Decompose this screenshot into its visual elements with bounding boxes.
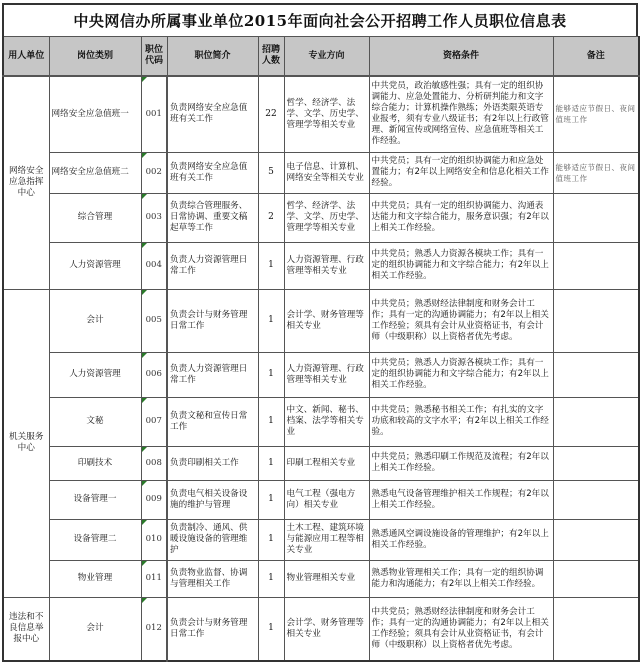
major-cell: 印刷工程相关专业: [284, 446, 369, 480]
note-cell: [553, 242, 639, 289]
table-row: [3, 152, 639, 193]
count-cell: 22: [258, 76, 284, 152]
category-cell: 人力资源管理: [49, 242, 141, 289]
note-cell: [553, 193, 639, 242]
unit-cell: 网络安全应急指挥中心: [3, 76, 49, 289]
qualification-cell: 熟悉通风空调设施设备的管理维护；有2年以上相关工作经验。: [369, 519, 553, 560]
unit-cell: 机关服务中心: [3, 289, 49, 597]
major-cell: 中文、新闻、秘书、档案、法学等相关专业: [284, 397, 369, 446]
count-cell: 5: [258, 152, 284, 193]
note-cell: [553, 289, 639, 352]
note-cell: [553, 480, 639, 519]
count-cell: 1: [258, 480, 284, 519]
code-cell: 005: [141, 289, 167, 352]
intro-cell: 负责印刷相关工作: [167, 446, 258, 480]
category-cell: 设备管理一: [49, 480, 141, 519]
count-cell: 2: [258, 193, 284, 242]
intro-cell: 负责网络安全应急值班有关工作: [167, 76, 258, 152]
intro-cell: 负责会计与财务管理日常工作: [167, 289, 258, 352]
note-cell: [553, 397, 639, 446]
note-cell: [553, 597, 639, 661]
category-cell: 网络安全应急值班二: [49, 152, 141, 193]
note-cell: 能够适应节假日、夜间值班工作: [553, 152, 639, 193]
category-cell: 综合管理: [49, 193, 141, 242]
header-count: 招聘人数: [258, 37, 284, 77]
intro-cell: 负责会计与财务管理日常工作: [167, 597, 258, 661]
note-cell: [553, 352, 639, 397]
table-row: [3, 519, 639, 560]
table-row: [3, 480, 639, 519]
job-table: [2, 36, 640, 662]
qualification-cell: 中共党员；具有一定的组织协调能力和应急处置能力；有2年以上网络安全和信息化相关工作经验。: [369, 152, 553, 193]
count-cell: 1: [258, 560, 284, 597]
qualification-cell: 中共党员；熟悉秘书相关工作；有扎实的文字功底和较高的文字水平；有2年以上相关工作经验。: [369, 397, 553, 446]
header-unit: 用人单位: [3, 37, 49, 77]
category-cell: 印刷技术: [49, 446, 141, 480]
sheet-title: 中央网信办所属事业单位2015年面向社会公开招聘工作人员职位信息表: [2, 3, 638, 36]
category-cell: 物业管理: [49, 560, 141, 597]
count-cell: 1: [258, 289, 284, 352]
job-info-sheet: [2, 3, 638, 662]
qualification-cell: 中共党员；熟悉人力资源各模块工作；具有一定的组织协调能力和文字综合能力；有2年以上相关工作经验。: [369, 352, 553, 397]
count-cell: 1: [258, 446, 284, 480]
count-cell: 1: [258, 519, 284, 560]
table-row: [3, 242, 639, 289]
code-cell: 002: [141, 152, 167, 193]
table-row: [3, 597, 639, 661]
note-cell: [553, 446, 639, 480]
note-cell: 能够适应节假日、夜间值班工作: [553, 76, 639, 152]
code-cell: 001: [141, 76, 167, 152]
category-cell: 网络安全应急值班一: [49, 76, 141, 152]
table-row: [3, 352, 639, 397]
major-cell: 哲学、经济学、法学、文学、历史学、管理学等相关专业: [284, 193, 369, 242]
code-cell: 011: [141, 560, 167, 597]
qualification-cell: 熟悉电气设备管理维护相关工作规程；有2年以上相关工作经验。: [369, 480, 553, 519]
intro-cell: 负责综合管理服务、日常协调、重要文稿起草等工作: [167, 193, 258, 242]
table-row: [3, 289, 639, 352]
unit-cell: 违法和不良信息举报中心: [3, 597, 49, 661]
count-cell: 1: [258, 352, 284, 397]
header-row: [3, 37, 639, 77]
code-cell: 006: [141, 352, 167, 397]
code-cell: 003: [141, 193, 167, 242]
count-cell: 1: [258, 242, 284, 289]
header-category: 岗位类别: [49, 37, 141, 77]
intro-cell: 负责物业监督、协调与管理相关工作: [167, 560, 258, 597]
note-cell: [553, 519, 639, 560]
qualification-cell: 中共党员；熟悉人力资源各模块工作；具有一定的组织协调能力和文字综合能力；有2年以上相关工作经验。: [369, 242, 553, 289]
major-cell: 物业管理相关专业: [284, 560, 369, 597]
category-cell: 会计: [49, 597, 141, 661]
qualification-cell: 中共党员；熟悉财经法律制度和财务会计工作；具有一定的沟通协调能力；有2年以上相关工作经验；须具有会计从业资格证书，有会计师（中级职称）以上资格者优先考虑。: [369, 289, 553, 352]
table-row: [3, 76, 639, 152]
major-cell: 人力资源管理、行政管理等相关专业: [284, 242, 369, 289]
major-cell: 会计学、财务管理等相关专业: [284, 597, 369, 661]
header-major: 专业方向: [284, 37, 369, 77]
note-cell: [553, 560, 639, 597]
major-cell: 土木工程、建筑环境与能源应用工程等相关专业: [284, 519, 369, 560]
qualification-cell: 中共党员；熟悉印刷工作规范及流程；有2年以上相关工作经验。: [369, 446, 553, 480]
qualification-cell: 中共党员；熟悉财经法律制度和财务会计工作；具有一定的沟通协调能力；有2年以上相关工作经验；须具有会计从业资格证书，有会计师（中级职称）以上资格者优先考虑。: [369, 597, 553, 661]
code-cell: 012: [141, 597, 167, 661]
major-cell: 哲学、经济学、法学、文学、历史学、管理学等相关专业: [284, 76, 369, 152]
intro-cell: 负责人力资源管理日常工作: [167, 352, 258, 397]
code-cell: 010: [141, 519, 167, 560]
count-cell: 1: [258, 597, 284, 661]
intro-cell: 负责电气相关设备设施的维护与管理: [167, 480, 258, 519]
qualification-cell: 中共党员；具有一定的组织协调能力、沟通表达能力和文字综合能力，服务意识强；有2年以上相关工作经验。: [369, 193, 553, 242]
intro-cell: 负责文秘和宣传日常工作: [167, 397, 258, 446]
table-row: [3, 446, 639, 480]
major-cell: 电气工程（强电方向）相关专业: [284, 480, 369, 519]
intro-cell: 负责人力资源管理日常工作: [167, 242, 258, 289]
code-cell: 007: [141, 397, 167, 446]
qualification-cell: 中共党员，政治敏感性强；具有一定的组织协调能力、应急处置能力、分析研判能力和文字综合能力；计算机操作熟练；外语类限英语专业报考，须有专业八级证书；有2年以上行政管理、新闻宣传或网络宣传、应急值班等相关工作经验。: [369, 76, 553, 152]
major-cell: 电子信息、计算机、网络安全等相关专业: [284, 152, 369, 193]
intro-cell: 负责制冷、通风、供暖设施设备的管理维护: [167, 519, 258, 560]
table-row: [3, 560, 639, 597]
header-qualification: 资格条件: [369, 37, 553, 77]
table-row: [3, 193, 639, 242]
header-code: 职位代码: [141, 37, 167, 77]
code-cell: 004: [141, 242, 167, 289]
major-cell: 会计学、财务管理等相关专业: [284, 289, 369, 352]
header-intro: 职位简介: [167, 37, 258, 77]
category-cell: 设备管理二: [49, 519, 141, 560]
intro-cell: 负责网络安全应急值班有关工作: [167, 152, 258, 193]
major-cell: 人力资源管理、行政管理等相关专业: [284, 352, 369, 397]
category-cell: 文秘: [49, 397, 141, 446]
table-row: [3, 397, 639, 446]
header-note: 备注: [553, 37, 639, 77]
code-cell: 009: [141, 480, 167, 519]
qualification-cell: 熟悉物业管理相关工作；具有一定的组织协调能力和沟通能力；有2年以上相关工作经验。: [369, 560, 553, 597]
category-cell: 会计: [49, 289, 141, 352]
code-cell: 008: [141, 446, 167, 480]
count-cell: 1: [258, 397, 284, 446]
category-cell: 人力资源管理: [49, 352, 141, 397]
